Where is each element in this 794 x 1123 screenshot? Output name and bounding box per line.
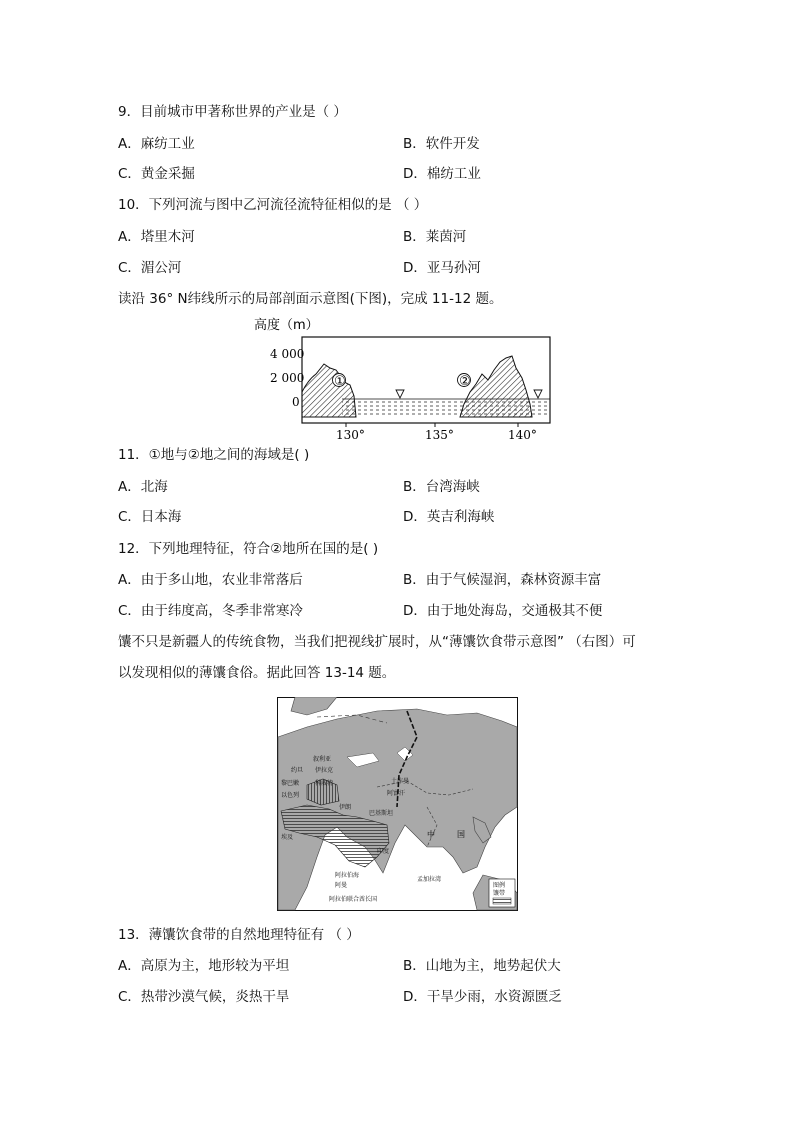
q11-option-c: C．日本海 [118,509,182,525]
legend-swatch [493,898,511,904]
legend-title: 图例 [493,882,506,889]
water-level-marker-1 [396,390,404,398]
q10-stem: 10．下列河流与图中乙河流径流特征相似的是 （ ） [118,197,428,213]
label-afghanistan: 阿富汗 [387,790,406,797]
q13-option-d: D．干旱少雨，水资源匮乏 [403,989,562,1005]
label-lebanon: 黎巴嫩 [281,780,300,787]
q11-stem: 11．①地与②地之间的海域是( ) [118,447,310,463]
label-turkmenistan: 土库曼 [391,778,410,785]
xtick-130: 130° [336,428,365,442]
q12-option-d: D．由于地处海岛，交通极其不便 [403,603,603,619]
q9-stem: 9．目前城市甲著称世界的产业是（ ） [118,104,347,120]
label-kuwait: 科威特 [315,780,334,787]
label-israel: 以色列 [281,792,300,799]
label-arabian-sea: 阿拉伯海 [335,872,360,879]
label-uae: 阿拉伯联合酋长国 [329,896,378,903]
label-iran: 伊朗 [339,804,352,811]
q11-option-b: B．台湾海峡 [403,479,480,495]
label-oman: 阿曼 [335,882,348,889]
intro-13-14-line2: 以发现相似的薄馕食俗。据此回答 13-14 题。 [118,665,396,681]
label-bay-of-bengal: 孟加拉湾 [417,876,442,883]
q9-option-c: C．黄金采掘 [118,166,195,182]
q12-option-c: C．由于纬度高，冬季非常寒冷 [118,603,303,619]
q13-option-a: A．高原为主，地形较为平坦 [118,958,290,974]
flatbread-belt-map [277,697,518,911]
q10-option-b: B．莱茵河 [403,229,467,245]
marker-1: ① [334,374,346,389]
q10-option-a: A．塔里木河 [118,229,195,245]
q12-stem: 12．下列地理特征，符合②地所在国的是( ) [118,541,379,557]
intro-13-14-line1: 馕不只是新疆人的传统食物，当我们把视线扩展时，从“薄馕饮食带示意图” （右图）可 [118,634,636,650]
xtick-140: 140° [508,428,537,442]
label-china-1: 中 [427,830,435,839]
label-india: 印度 [377,848,390,855]
label-pakistan: 巴基斯坦 [369,810,394,817]
marker-2: ② [459,374,471,389]
q10-option-d: D．亚马孙河 [403,260,481,276]
label-egypt: 埃及 [281,834,294,841]
intro-11-12: 读沿 36° N纬线所示的局部剖面示意图(下图)，完成 11-12 题。 [118,291,503,307]
q13-stem: 13．薄馕饮食带的自然地理特征有 （ ） [118,927,360,943]
ytick-4000: 4 000 [270,347,305,361]
q9-option-b: B．软件开发 [403,136,480,152]
q9-option-d: D．棉纺工业 [403,166,481,182]
q10-option-c: C．湄公河 [118,260,182,276]
q11-option-d: D．英吉利海峡 [403,509,495,525]
profile-ylabel: 高度（m） [254,318,319,333]
water-level-marker-2 [534,390,542,398]
xtick-135: 135° [425,428,454,442]
label-syria: 叙利亚 [313,756,332,763]
legend-item-label: 馕带 [493,890,506,897]
q13-option-c: C．热带沙漠气候，炎热干旱 [118,989,290,1005]
q13-option-b: B．山地为主，地势起伏大 [403,958,561,974]
q9-option-a: A．麻纺工业 [118,136,195,152]
right-mountain [460,356,532,417]
q12-option-b: B．由于气候湿润，森林资源丰富 [403,572,602,588]
label-china-2: 国 [457,830,465,839]
q11-option-a: A．北海 [118,479,168,495]
q12-option-a: A．由于多山地，农业非常落后 [118,572,303,588]
label-jordan: 约旦 [291,767,304,774]
ytick-0: 0 [292,395,300,409]
label-iraq: 伊拉克 [315,767,334,774]
cross-section-profile-figure [250,312,560,444]
left-mountain [302,364,356,417]
ytick-2000: 2 000 [270,371,305,385]
